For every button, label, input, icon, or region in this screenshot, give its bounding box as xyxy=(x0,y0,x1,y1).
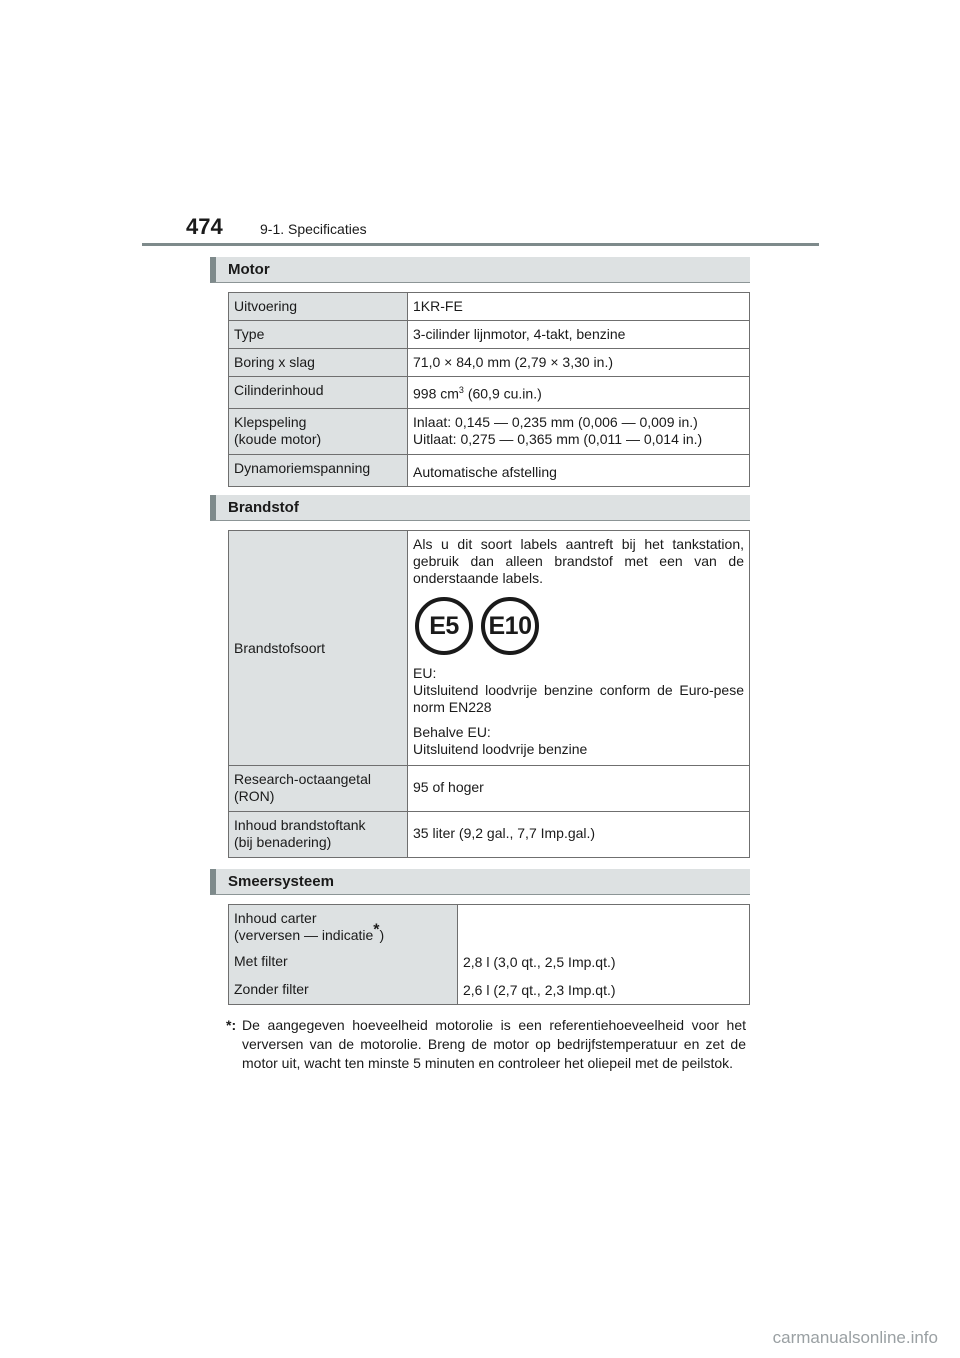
spec-value: 35 liter (9,2 gal., 7,7 Imp.gal.) xyxy=(408,812,750,858)
footnote-text: De aangegeven hoeveelheid motorolie is een referentiehoeveelheid voor het verversen van de motorolie. Breng de motor op bedrijfstemperatuur en zet de motor uit, wacht ten minste 5 minuten en controleer het oliepeil met de peilstok. xyxy=(242,1017,746,1071)
table-row xyxy=(229,905,750,949)
table-row xyxy=(229,812,750,858)
spec-value xyxy=(408,408,750,454)
e5-label-icon: E5 xyxy=(415,597,473,655)
non-eu-label: Behalve EU: xyxy=(413,724,491,740)
spec-value: 3-cilinder lijnmotor, 4-takt, benzine xyxy=(408,321,750,349)
value-row: 2,6 l (2,7 qt., 2,3 Imp.qt.) xyxy=(463,982,616,998)
label-line: Research-octaangetal xyxy=(234,771,371,787)
spec-value: 71,0 × 84,0 mm (2,79 × 3,30 in.) xyxy=(408,349,750,377)
section-header-motor xyxy=(210,257,750,283)
spec-label: Dynamoriemspanning xyxy=(229,454,408,486)
e10-label-icon: E10 xyxy=(481,597,539,655)
spec-label: Type xyxy=(229,321,408,349)
superscript: 3 xyxy=(458,385,464,395)
watermark: carmanualsonline.info xyxy=(772,1328,938,1347)
label-line: Klepspeling xyxy=(234,413,307,430)
spec-label: Uitvoering xyxy=(229,293,408,321)
lubrication-spec-table xyxy=(228,904,750,1005)
motor-spec-table xyxy=(228,292,750,487)
header-divider xyxy=(142,243,819,246)
page-number: 474 xyxy=(186,214,223,239)
table-row xyxy=(229,349,750,377)
spec-label: Met filter xyxy=(229,948,458,976)
fuel-spec-table xyxy=(228,530,750,858)
spec-value: 1KR-FE xyxy=(408,293,750,321)
spec-value: 95 of hoger xyxy=(408,766,750,812)
value-line: Uitlaat: 0,275 — 0,365 mm (0,011 — 0,014 in.) xyxy=(413,430,703,447)
non-eu-text: Uitsluitend loodvrije benzine xyxy=(413,741,588,757)
label-line: (verversen — indicatie xyxy=(234,927,374,943)
value-line: Inlaat: 0,145 — 0,235 mm (0,006 — 0,009 in.) xyxy=(413,413,698,430)
label-line: (RON) xyxy=(234,788,275,804)
label-line: (koude motor) xyxy=(234,430,322,447)
value-row: 2,8 l (3,0 qt., 2,5 Imp.qt.) xyxy=(463,954,616,970)
section-title: Smeersysteem xyxy=(228,873,334,890)
table-row xyxy=(229,531,750,766)
table-row xyxy=(229,766,750,812)
label-line: Inhoud brandstoftank xyxy=(234,817,366,833)
table-row xyxy=(229,321,750,349)
footnote xyxy=(226,1016,746,1073)
fuel-intro: Als u dit soort labels aantreft bij het tankstation, gebruik dan alleen brandstof met een van de onderstaande labels. xyxy=(413,536,744,586)
label-line: Inhoud carter xyxy=(234,910,317,926)
spec-value xyxy=(408,377,750,409)
table-row xyxy=(229,377,750,409)
eu-text: Uitsluitend loodvrije benzine conform de Euro-pese norm EN228 xyxy=(413,682,744,715)
spec-label: Zonder filter xyxy=(229,976,458,1005)
footnote-star: * xyxy=(373,921,380,939)
label-line: (bij benadering) xyxy=(234,834,332,850)
spec-value xyxy=(408,531,750,766)
spec-label: Cilinderinhoud xyxy=(229,377,408,409)
spec-label: Brandstofsoort xyxy=(229,531,408,766)
value-text: (60,9 cu.in.) xyxy=(463,385,542,402)
section-header-smeersysteem xyxy=(210,869,750,895)
eu-label: EU: xyxy=(413,665,437,681)
spec-value: Automatische afstelling xyxy=(408,454,750,486)
fuel-labels xyxy=(415,597,744,655)
label-line: ) xyxy=(379,927,385,943)
section-title: Brandstof xyxy=(228,499,299,516)
value-text: 998 cm xyxy=(413,385,459,402)
table-row xyxy=(229,293,750,321)
section-title: Motor xyxy=(228,261,270,278)
chapter-title: 9-1. Specificaties xyxy=(260,221,367,237)
spec-label xyxy=(229,812,408,858)
spec-label xyxy=(229,408,408,454)
table-row xyxy=(229,408,750,454)
spec-label xyxy=(229,905,458,949)
spec-label: Boring x slag xyxy=(229,349,408,377)
footnote-marker: *: xyxy=(226,1017,237,1033)
table-row xyxy=(229,454,750,486)
spec-label xyxy=(229,766,408,812)
spec-values xyxy=(458,905,750,1005)
section-header-brandstof xyxy=(210,495,750,521)
